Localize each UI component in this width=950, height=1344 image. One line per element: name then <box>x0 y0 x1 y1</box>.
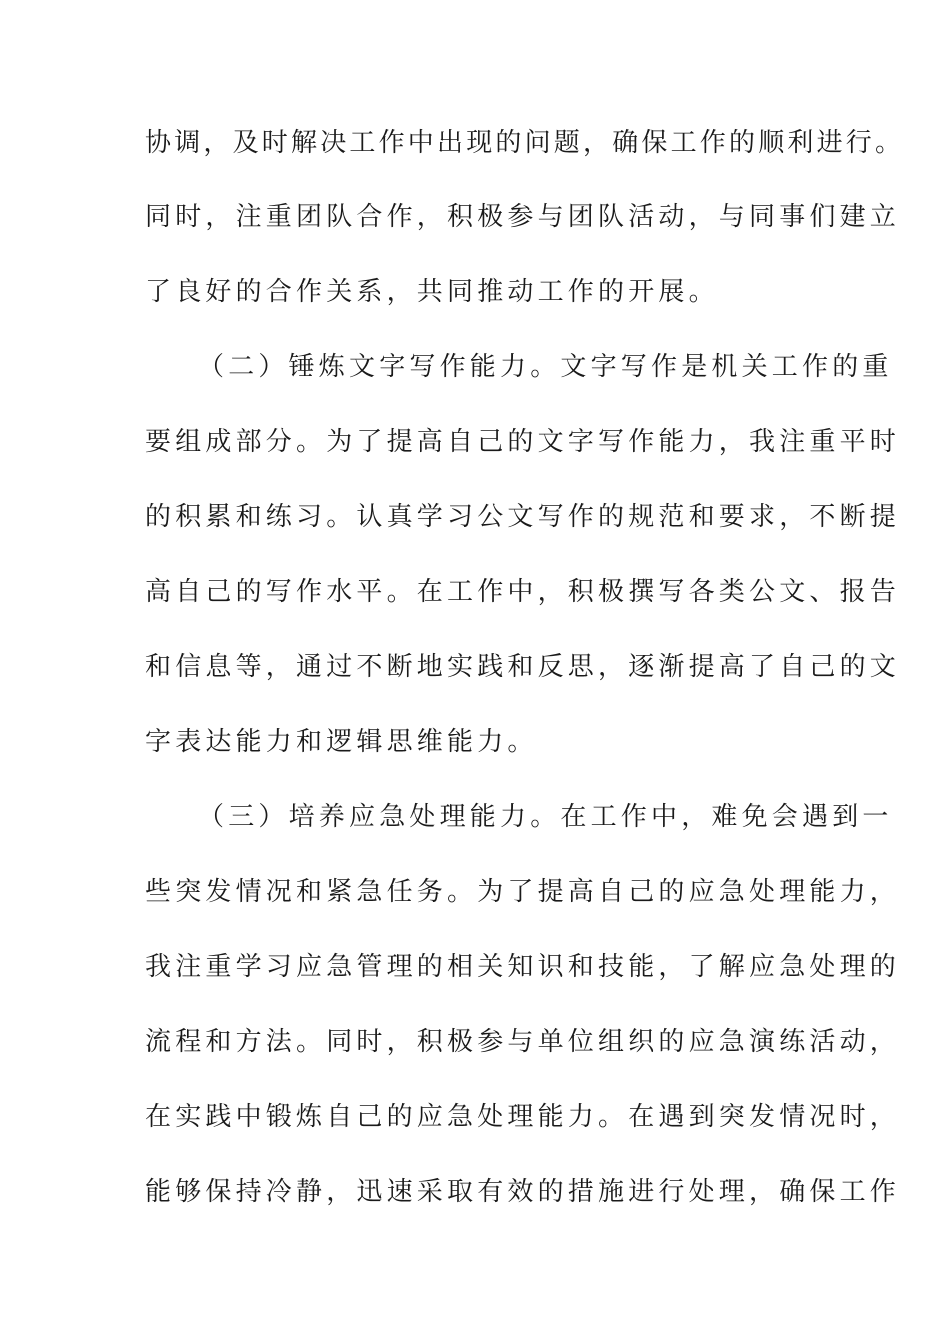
body-text-line: 流程和方法。同时，积极参与单位组织的应急演练活动， <box>145 1027 901 1057</box>
body-text-line: 了良好的合作关系，共同推动工作的开展。 <box>145 277 719 307</box>
body-text-line: 能够保持冷静，迅速采取有效的措施进行处理，确保工作 <box>145 1177 901 1207</box>
body-text-line: 高自己的写作水平。在工作中，积极撰写各类公文、报告 <box>145 577 901 607</box>
body-text-line: 要组成部分。为了提高自己的文字写作能力，我注重平时 <box>145 427 901 457</box>
body-text-line: 和信息等，通过不断地实践和反思，逐渐提高了自己的文 <box>145 652 901 682</box>
body-text-line: 协调，及时解决工作中出现的问题，确保工作的顺利进行。 <box>145 128 905 158</box>
section-heading-line: （二）锤炼文字写作能力。文字写作是机关工作的重 <box>198 352 893 382</box>
body-text-line: 在实践中锻炼自己的应急处理能力。在遇到突发情况时， <box>145 1102 901 1132</box>
body-text-line: 些突发情况和紧急任务。为了提高自己的应急处理能力， <box>145 877 901 907</box>
body-text-line: 的积累和练习。认真学习公文写作的规范和要求，不断提 <box>145 502 901 532</box>
body-text-line: 我注重学习应急管理的相关知识和技能，了解应急处理的 <box>145 952 901 982</box>
body-text-line: 字表达能力和逻辑思维能力。 <box>145 727 538 757</box>
body-text-line: 同时，注重团队合作，积极参与团队活动，与同事们建立 <box>145 202 901 232</box>
section-heading-line: （三）培养应急处理能力。在工作中，难免会遇到一 <box>198 802 893 832</box>
